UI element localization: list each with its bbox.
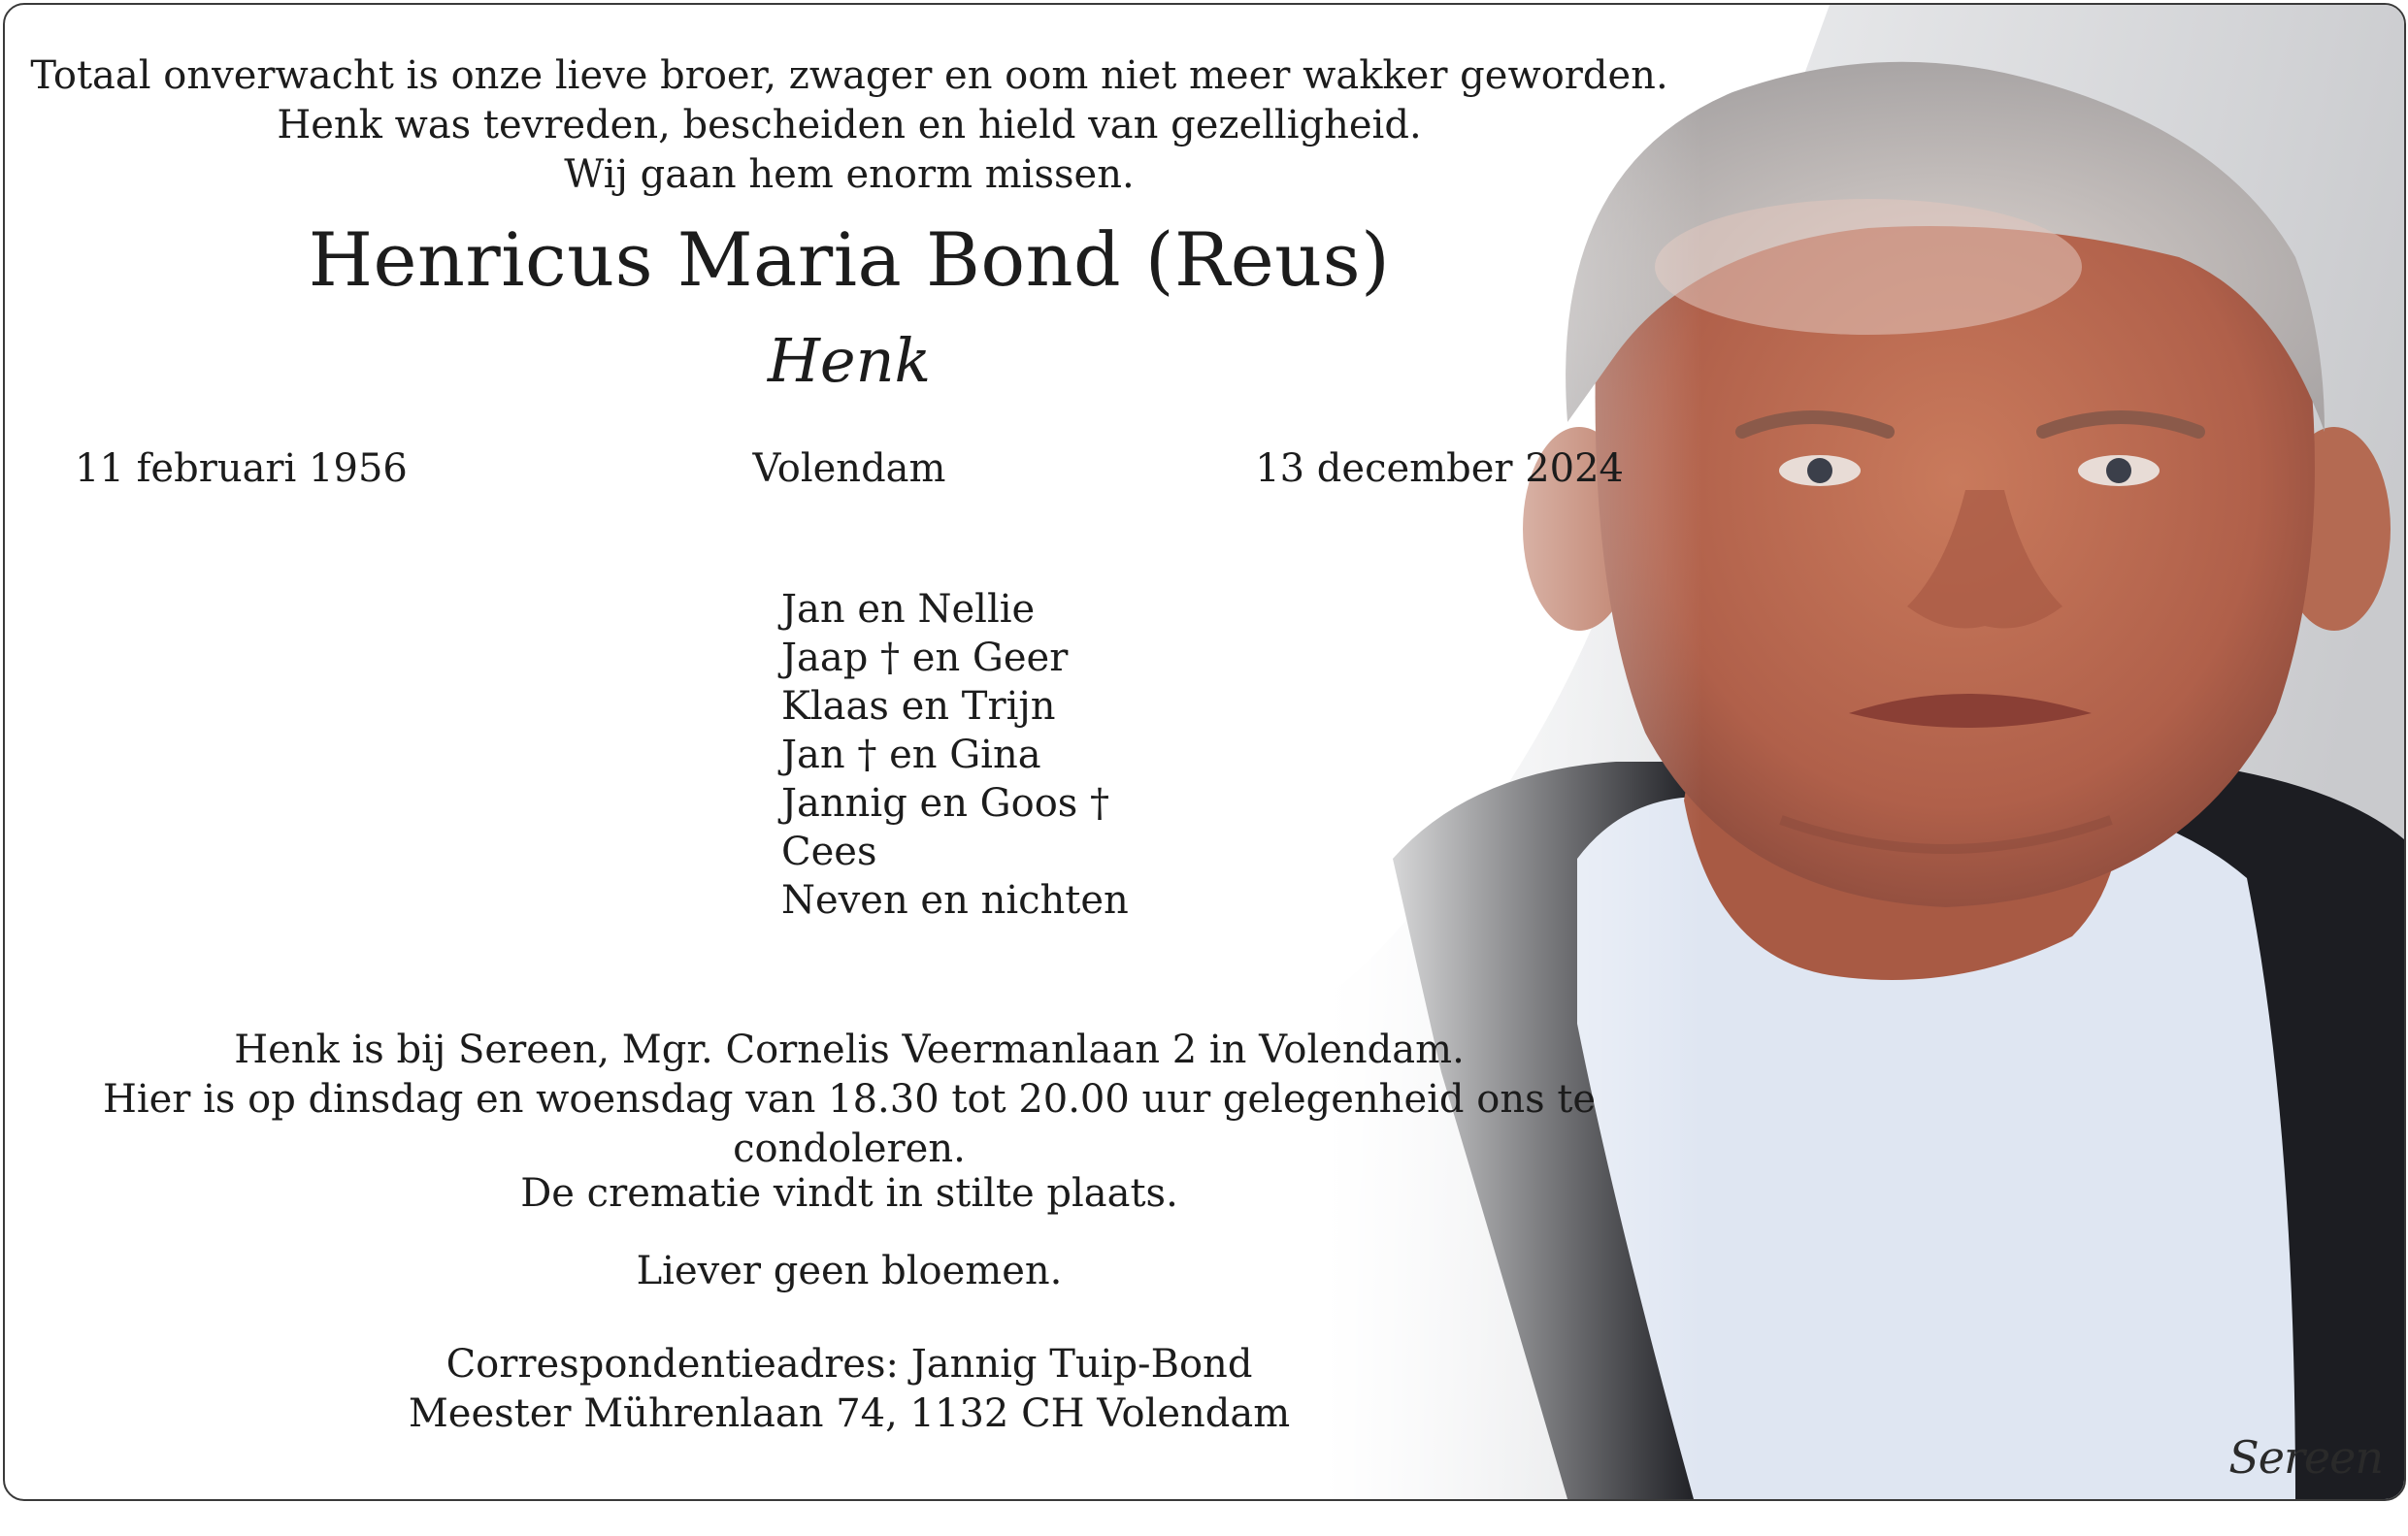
- family-member: Jan en Nellie: [781, 587, 1036, 632]
- sereen-logo: Sereen: [2228, 1431, 2383, 1484]
- family-member: Klaas en Trijn: [781, 684, 1056, 729]
- visitation-line-2: Hier is op dinsdag en woensdag van 18.30 tot 20.00 uur gelegenheid ons te condoleren.: [102, 1077, 1597, 1171]
- family-member: Jaap † en Geer: [781, 636, 1069, 680]
- family-list: [781, 585, 1129, 925]
- flowers-note: Liever geen bloemen.: [636, 1249, 1063, 1293]
- family-member: Neven en nichten: [781, 878, 1129, 923]
- cremation-note: De crematie vindt in stilte plaats.: [520, 1171, 1178, 1216]
- deceased-nickname: Henk: [767, 325, 932, 396]
- place-of-birth: Volendam: [752, 446, 946, 491]
- visitation-info: [5, 1026, 1694, 1174]
- deceased-full-name: Henricus Maria Bond (Reus): [308, 216, 1391, 303]
- correspondence-line-2: Meester Mührenlaan 74, 1132 CH Volendam: [408, 1391, 1291, 1436]
- correspondence-line-1: Correspondentieadres: Jannig Tuip-Bond: [445, 1342, 1253, 1387]
- family-member: Jan † en Gina: [781, 733, 1041, 777]
- text-column: [5, 5, 1694, 1499]
- birth-date: 11 februari 1956: [75, 446, 408, 491]
- memorial-card: [3, 3, 2406, 1501]
- intro-line-3: Wij gaan hem enorm missen.: [564, 152, 1135, 197]
- intro-line-2: Henk was tevreden, bescheiden en hield van gezelligheid.: [277, 103, 1422, 147]
- intro-line-1: Totaal onverwacht is onze lieve broer, zwager en oom niet meer wakker geworden.: [30, 53, 1668, 98]
- dates-row: [5, 441, 1694, 496]
- family-member: Jannig en Goos †: [781, 781, 1110, 826]
- death-date: 13 december 2024: [1255, 446, 1624, 491]
- visitation-line-1: Henk is bij Sereen, Mgr. Cornelis Veermanlaan 2 in Volendam.: [234, 1028, 1465, 1072]
- intro-text: [5, 51, 1694, 200]
- family-member: Cees: [781, 830, 877, 874]
- correspondence-address: [5, 1340, 1694, 1439]
